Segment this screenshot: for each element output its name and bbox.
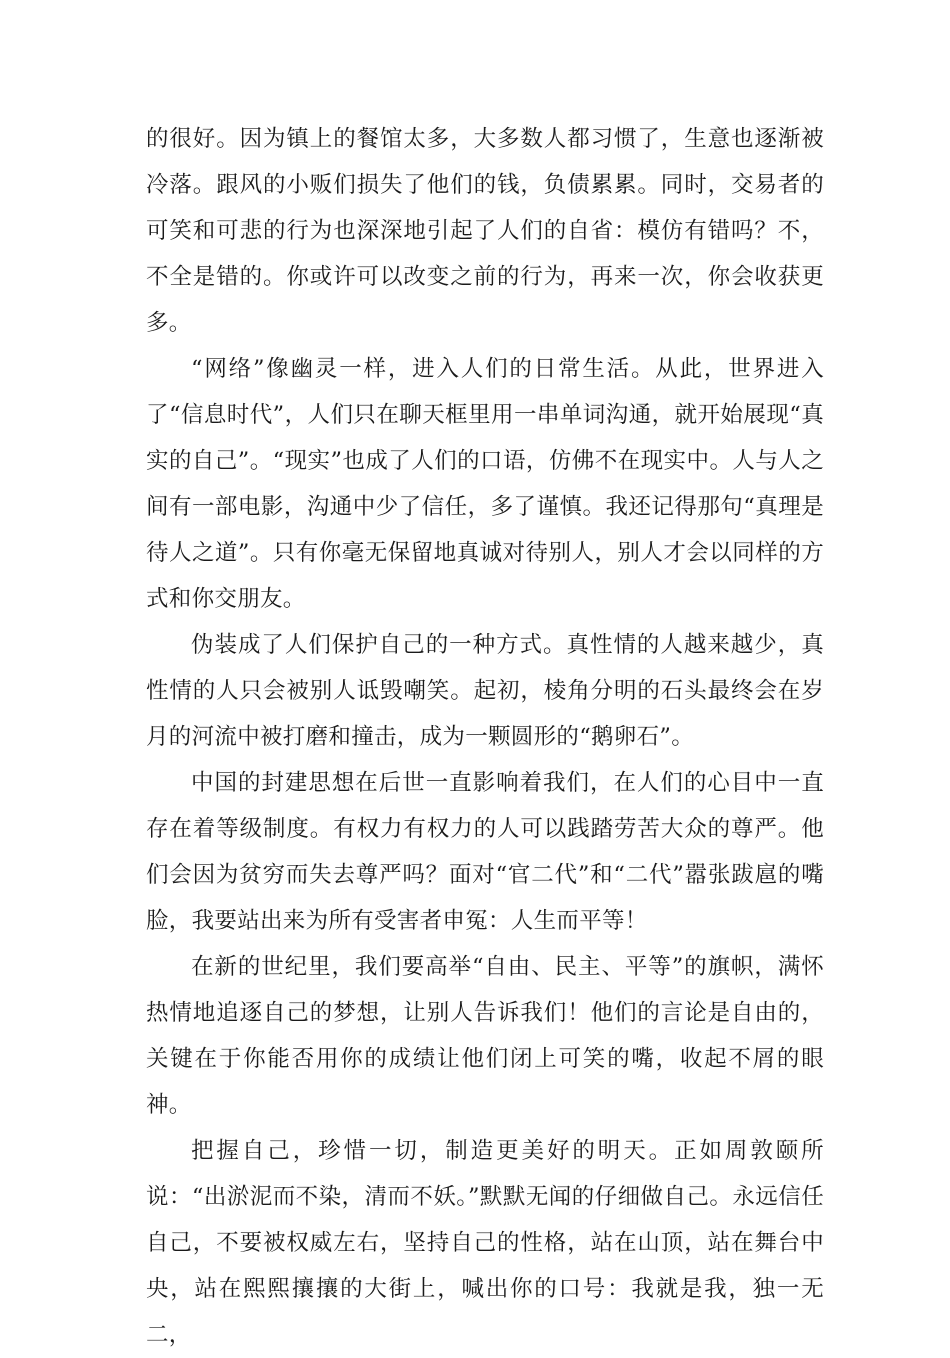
paragraph-4: 中国的封建思想在后世一直影响着我们，在人们的心目中一直存在着等级制度。有权力有权力的人可以践踏劳苦大众的尊严。他们会因为贫穷而失去尊严吗？面对“官二代”和“二代”嚣张跋扈的嘴脸，我要站出来为所有受害者申冤：人生而平等！ xyxy=(146,770,824,934)
paragraph-6: 把握自己，珍惜一切，制造更美好的明天。正如周敦颐所说：“出淤泥而不染，清而不妖。”默默无闻的仔细做自己。永远信任自己，不要被权威左右，坚持自己的性格，站在山顶，站在舞台中央，站在熙熙攘攘的大街上，喊出你的口号：我就是我，独一无二， xyxy=(146,1138,824,1348)
paragraph-3: 伪装成了人们保护自己的一种方式。真性情的人越来越少，真性情的人只会被别人诋毁嘲笑。起初，棱角分明的石头最终会在岁月的河流中被打磨和撞击，成为一颗圆形的“鹅卵石”。 xyxy=(146,632,824,750)
paragraph-5: 在新的世纪里，我们要高举“自由、民主、平等”的旗帜，满怀热情地追逐自己的梦想，让别人告诉我们！他们的言论是自由的，关键在于你能否用你的成绩让他们闭上可笑的嘴，收起不屑的眼神。 xyxy=(146,954,824,1118)
paragraph-2: “网络”像幽灵一样，进入人们的日常生活。从此，世界进入了“信息时代”，人们只在聊天框里用一串单词沟通，就开始展现“真实的自己”。“现实”也成了人们的口语，仿佛不在现实中。人与人之间有一部电影，沟通中少了信任，多了谨慎。我还记得那句“真理是待人之道”。只有你毫无保留地真诚对待别人，别人才会以同样的方式和你交朋友。 xyxy=(146,356,824,612)
document-body xyxy=(146,116,824,1358)
paragraph-1: 的很好。因为镇上的餐馆太多，大多数人都习惯了，生意也逐渐被冷落。跟风的小贩们损失了他们的钱，负债累累。同时，交易者的可笑和可悲的行为也深深地引起了人们的自省：模仿有错吗？不，不全是错的。你或许可以改变之前的行为，再来一次，你会收获更多。 xyxy=(146,126,824,336)
